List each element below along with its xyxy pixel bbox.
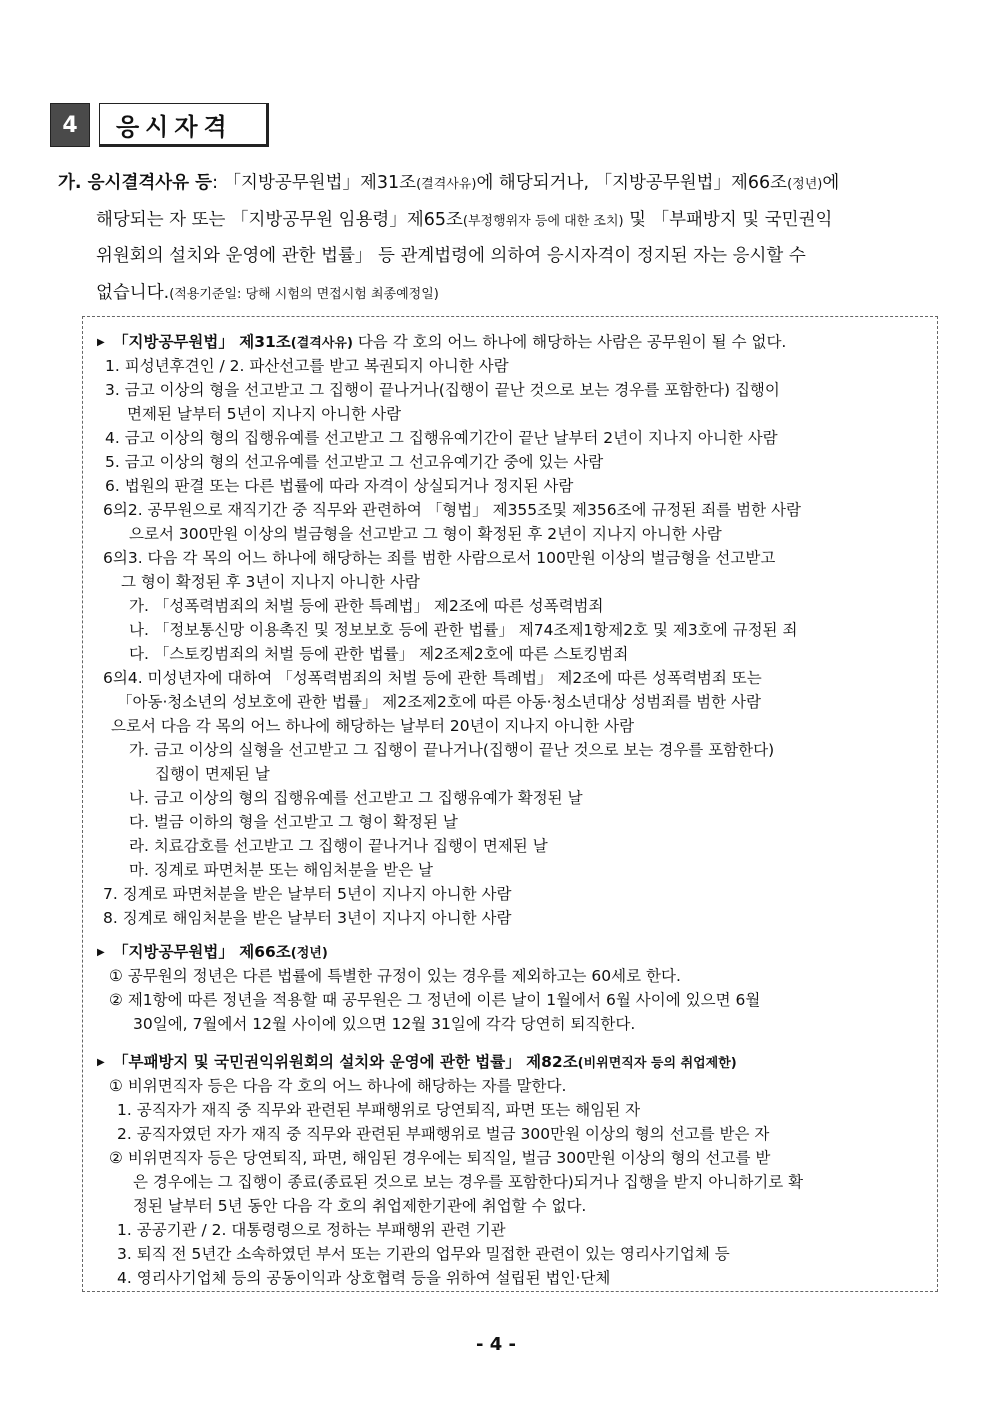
law-line: 8. 징계로 해임처분을 받은 날부터 3년이 지나지 아니한 사람 <box>103 909 512 927</box>
law-line: ① 공무원의 정년은 다른 법률에 특별한 규정이 있는 경우를 제외하고는 60세로 한다. <box>109 967 681 985</box>
law-line: 2. 공직자였던 자가 재직 중 직무와 관련된 부패행위로 벌금 300만원 이상의 형의 선고를 받은 자 <box>117 1125 770 1143</box>
law-line: 정된 날부터 5년 동안 다음 각 호의 취업제한기관에 취업할 수 없다. <box>133 1197 587 1215</box>
intro-line <box>58 238 946 275</box>
law-line: 나. 「정보통신망 이용촉진 및 정보보호 등에 관한 법률」 제74조제1항제2호 및 제3호에 규정된 죄 <box>129 621 798 639</box>
section-number: 4 <box>50 103 90 147</box>
law-line: 「아동·청소년의 성보호에 관한 법률」 제2조제2호에 따른 아동·청소년대상 성범죄를 범한 사람 <box>117 693 761 711</box>
law-line: 1. 피성년후견인 / 2. 파산선고를 받고 복권되지 아니한 사람 <box>105 357 509 375</box>
triangle-bullet-icon: ▶ <box>97 337 105 348</box>
law-line: 3. 퇴직 전 5년간 소속하였던 부서 또는 기관의 업무와 밀접한 관련이 있는 영리사기업체 등 <box>117 1245 730 1263</box>
law-line: 6의3. 다음 각 목의 어느 하나에 해당하는 죄를 범한 사람으로서 100만원 이상의 벌금형을 선고받고 <box>103 549 776 567</box>
intro-text: 위원회의 설치와 운영에 관한 법률」 등 관계법령에 의하여 응시자격이 정지된 자는 응시할 수 <box>96 246 806 266</box>
intro-text: 「지방공무원법」제31조 <box>223 173 417 193</box>
law-line: 나. 금고 이상의 형의 집행유예를 선고받고 그 집행유예가 확정된 날 <box>129 789 583 807</box>
triangle-bullet-icon: ▶ <box>97 947 105 958</box>
law-title: 「지방공무원법」 제66조 <box>113 943 291 961</box>
law-line: 다. 벌금 이하의 형을 선고받고 그 형이 확정된 날 <box>129 813 458 831</box>
law-heading-art82 <box>97 1050 935 1074</box>
law-line: 4. 영리사기업체 등의 공동이익과 상호협력 등을 위하여 설립된 법인·단체 <box>117 1269 611 1287</box>
law-title-note: (비위면직자 등의 취업제한) <box>577 1056 737 1071</box>
law-line: 6. 법원의 판결 또는 다른 법률에 따라 자격이 상실되거나 정지된 사람 <box>105 477 574 495</box>
law-line: 그 형이 확정된 후 3년이 지나지 아니한 사람 <box>121 573 420 591</box>
law-line: 3. 금고 이상의 형을 선고받고 그 집행이 끝나거나(집행이 끝난 것으로 보는 경우를 포함한다) 집행이 <box>105 381 780 399</box>
intro-text: 에 해당되거나, 「지방공무원법」제66조 <box>476 173 788 193</box>
law-line: 4. 금고 이상의 형의 집행유예를 선고받고 그 집행유예기간이 끝난 날부터 2년이 지나지 아니한 사람 <box>105 429 778 447</box>
law-line: 다. 「스토킹범죄의 처벌 등에 관한 법률」 제2조제2호에 따른 스토킹범죄 <box>129 645 629 663</box>
intro-line: 가. 응시결격사유 등: 「지방공무원법」제31조(결격사유)에 해당되거나, 「지방공무원법」제66조(정년)에 <box>58 173 840 193</box>
law-title-note: (결격사유) <box>290 336 353 351</box>
intro-line <box>58 275 946 312</box>
intro-note: (결격사유) <box>416 177 477 192</box>
law-title-rest: 다음 각 호의 어느 하나에 해당하는 사람은 공무원이 될 수 없다. <box>352 333 787 351</box>
law-line: 라. 치료감호를 선고받고 그 집행이 끝나거나 집행이 면제된 날 <box>129 837 548 855</box>
page-number: - 4 - <box>476 1334 516 1355</box>
law-line: 으로서 다음 각 목의 어느 하나에 해당하는 날부터 20년이 지나지 아니한 사람 <box>111 717 635 735</box>
section-title: 응시자격 <box>99 103 269 147</box>
intro-line <box>58 202 946 239</box>
intro-note: (부정행위자 등에 대한 조치) <box>462 213 624 229</box>
law-line: 은 경우에는 그 집행이 종료(종료된 것으로 보는 경우를 포함한다)되거나 집행을 받지 아니하기로 확 <box>133 1173 804 1191</box>
triangle-bullet-icon: ▶ <box>97 1057 105 1068</box>
law-title: 「지방공무원법」 제31조 <box>113 333 291 351</box>
law-line: 5. 금고 이상의 형의 선고유예를 선고받고 그 선고유예기간 중에 있는 사람 <box>105 453 604 471</box>
law-line: 30일에, 7월에서 12월 사이에 있으면 12월 31일에 각각 당연히 퇴직한다. <box>133 1015 636 1033</box>
intro-note: (적용기준일: 당해 시험의 면접시험 최종예정일) <box>169 286 439 302</box>
intro-text: 및 「부패방지 및 국민권익 <box>623 209 833 230</box>
law-line: 1. 공직자가 재직 중 직무와 관련된 부패행위로 당연퇴직, 파면 또는 해임된 자 <box>117 1101 641 1119</box>
law-heading-art31 <box>97 330 935 354</box>
law-line: 가. 금고 이상의 실형을 선고받고 그 집행이 끝나거나(집행이 끝난 것으로 보는 경우를 포함한다) <box>129 741 775 759</box>
law-line: 면제된 날부터 5년이 지나지 아니한 사람 <box>127 405 402 423</box>
law-line: 6의4. 미성년자에 대하여 「성폭력범죄의 처벌 등에 관한 특례법」 제2조에 따른 성폭력범죄 또는 <box>103 669 762 687</box>
law-line: 마. 징계로 파면처분 또는 해임처분을 받은 날 <box>129 861 434 879</box>
law-title: 「부패방지 및 국민권익위원회의 설치와 운영에 관한 법률」 제82조 <box>113 1053 578 1071</box>
law-line: 1. 공공기관 / 2. 대통령령으로 정하는 부패행위 관련 기관 <box>117 1221 506 1239</box>
law-line: 집행이 면제된 날 <box>155 765 270 783</box>
law-line: ② 비위면직자 등은 당연퇴직, 파면, 해임된 경우에는 퇴직일, 벌금 300만원 이상의 형의 선고를 받 <box>109 1149 771 1167</box>
law-excerpt-content <box>97 330 935 1290</box>
intro-text: 에 <box>822 173 840 193</box>
law-heading-art66 <box>97 940 935 964</box>
law-line: ① 비위면직자 등은 다음 각 호의 어느 하나에 해당하는 자를 말한다. <box>109 1077 567 1095</box>
intro-lead: 가. 응시결격사유 등 <box>58 173 213 193</box>
intro-paragraph <box>58 165 946 311</box>
intro-text: 해당되는 자 또는 「지방공무원 임용령」제65조 <box>96 209 463 230</box>
law-line: 7. 징계로 파면처분을 받은 날부터 5년이 지나지 아니한 사람 <box>103 885 512 903</box>
intro-note: (정년) <box>787 177 823 192</box>
law-line: ② 제1항에 따른 정년을 적용할 때 공무원은 그 정년에 이른 날이 1월에서 6월 사이에 있으면 6월 <box>109 991 761 1009</box>
section-heading <box>50 103 269 149</box>
law-line: 6의2. 공무원으로 재직기간 중 직무와 관련하여 「형법」 제355조및 제356조에 규정된 죄를 범한 사람 <box>103 501 802 519</box>
intro-text: 없습니다. <box>96 282 170 303</box>
law-line: 가. 「성폭력범죄의 처벌 등에 관한 특례법」 제2조에 따른 성폭력범죄 <box>129 597 604 615</box>
law-line: 으로서 300만원 이상의 벌금형을 선고받고 그 형이 확정된 후 2년이 지나지 아니한 사람 <box>129 525 722 543</box>
law-title-note: (정년) <box>290 946 328 961</box>
